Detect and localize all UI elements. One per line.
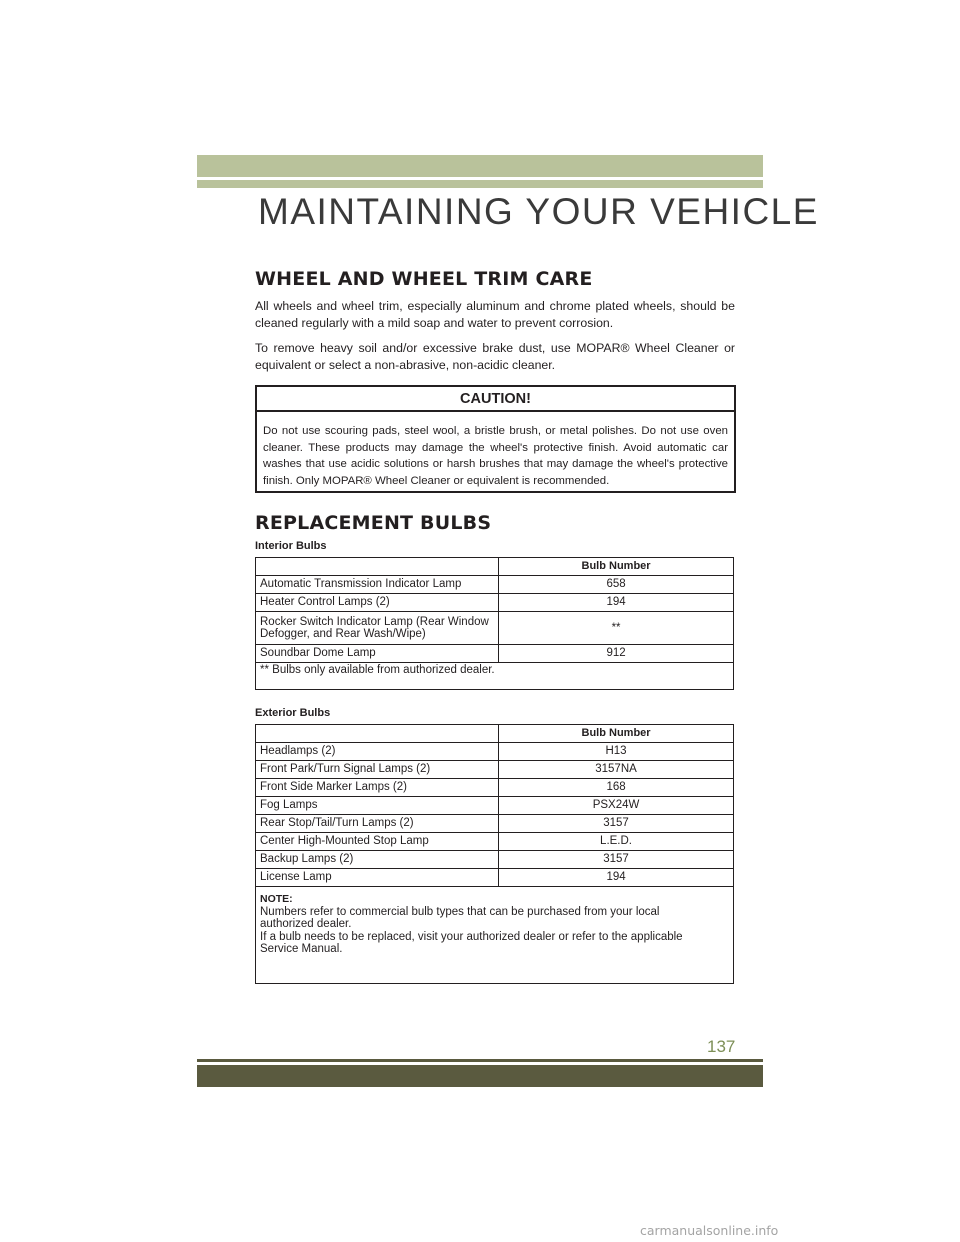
interior-footnote: ** Bulbs only available from authorized dealer.: [256, 663, 734, 690]
table-note-row: [256, 887, 734, 984]
note-line-1: Numbers refer to commercial bulb types that can be purchased from your local authorized dealer.: [260, 905, 660, 930]
bulb-name: Automatic Transmission Indicator Lamp: [256, 576, 499, 594]
bulb-number-header: Bulb Number: [499, 725, 734, 743]
table-row: [256, 761, 734, 779]
caution-box: [255, 385, 736, 493]
header-blank-cell: [256, 725, 499, 743]
bulb-number: 912: [499, 645, 734, 663]
note-label: NOTE:: [260, 893, 293, 905]
header-rule: [197, 180, 763, 188]
bulb-number: H13: [499, 743, 734, 761]
table-row: [256, 779, 734, 797]
bulb-number: 658: [499, 576, 734, 594]
page-number: 137: [707, 1037, 736, 1056]
watermark-text: carmanualsonline.info: [640, 1223, 779, 1238]
caution-text: Do not use scouring pads, steel wool, a bristle brush, or metal polishes. Do not use oven cleaner. These products may damage the wheel's protective finish. Avoid automatic car washes that use acidic solutions or harsh brushes that may damage the wheel's protective finish. Only MOPAR® Wheel Cleaner or equivalent is recommended.: [263, 425, 728, 487]
bulb-name: License Lamp: [256, 869, 499, 887]
caution-title: CAUTION!: [257, 387, 734, 412]
exterior-note-cell: [256, 887, 734, 984]
bulb-name: Front Side Marker Lamps (2): [256, 779, 499, 797]
table-row: [256, 576, 734, 594]
bulb-number: L.E.D.: [499, 833, 734, 851]
wheel-care-para-2: To remove heavy soil and/or excessive brake dust, use MOPAR® Wheel Cleaner or equivalent or select a non-abrasive, non-acidic cleaner.: [255, 341, 735, 372]
bulb-name: Heater Control Lamps (2): [256, 594, 499, 612]
wheel-care-para-1: All wheels and wheel trim, especially aluminum and chrome plated wheels, should be cleaned regularly with a mild soap and water to prevent corrosion.: [255, 299, 735, 330]
footer-band: [197, 1065, 763, 1087]
bulb-number: 194: [499, 869, 734, 887]
table-row: [256, 743, 734, 761]
table-row: [256, 594, 734, 612]
bulb-number: 194: [499, 594, 734, 612]
table-header-row: [256, 558, 734, 576]
table-row: [256, 851, 734, 869]
table-row: [256, 645, 734, 663]
bulb-number-header: Bulb Number: [499, 558, 734, 576]
bulb-number: 3157: [499, 815, 734, 833]
table-row: [256, 797, 734, 815]
bulb-number: PSX24W: [499, 797, 734, 815]
table-row: [256, 815, 734, 833]
footer-rule: [197, 1059, 763, 1062]
header-band: [197, 155, 763, 177]
interior-bulbs-label: Interior Bulbs: [255, 540, 327, 552]
bulb-name: Rocker Switch Indicator Lamp (Rear Window Defogger, and Rear Wash/Wipe): [256, 612, 499, 645]
note-line-2: If a bulb needs to be replaced, visit your authorized dealer or refer to the applicable Service Manual.: [260, 930, 683, 955]
section-title: MAINTAINING YOUR VEHICLE: [258, 191, 819, 232]
bulbs-heading: REPLACEMENT BULBS: [255, 512, 492, 534]
bulb-name: Headlamps (2): [256, 743, 499, 761]
bulb-number: 168: [499, 779, 734, 797]
table-row: [256, 833, 734, 851]
table-footnote-row: [256, 663, 734, 690]
bulb-number: 3157NA: [499, 761, 734, 779]
header-blank-cell: [256, 558, 499, 576]
wheel-care-heading: WHEEL AND WHEEL TRIM CARE: [255, 268, 593, 290]
bulb-name: Fog Lamps: [256, 797, 499, 815]
exterior-bulbs-label: Exterior Bulbs: [255, 707, 331, 719]
table-header-row: [256, 725, 734, 743]
bulb-number: **: [499, 612, 734, 645]
table-row: [256, 612, 734, 645]
bulb-name: Rear Stop/Tail/Turn Lamps (2): [256, 815, 499, 833]
bulb-name: Center High-Mounted Stop Lamp: [256, 833, 499, 851]
exterior-bulbs-table: [255, 724, 734, 984]
bulb-number: 3157: [499, 851, 734, 869]
bulb-name: Backup Lamps (2): [256, 851, 499, 869]
bulb-name: Front Park/Turn Signal Lamps (2): [256, 761, 499, 779]
interior-bulbs-table: [255, 557, 734, 690]
table-row: [256, 869, 734, 887]
bulb-name: Soundbar Dome Lamp: [256, 645, 499, 663]
